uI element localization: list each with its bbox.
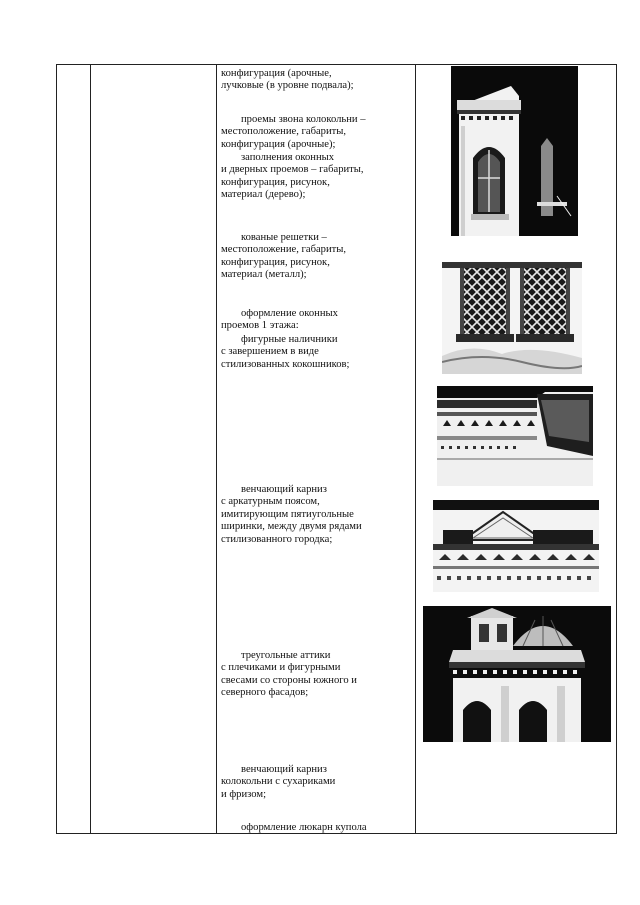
text-line: местоположение, габариты,	[221, 244, 347, 256]
text-line: с завершением в виде	[221, 346, 319, 358]
photo-cornice-arcature	[437, 386, 593, 486]
text-line: стилизованных кокошников;	[221, 358, 350, 370]
entry-wrought-grilles	[221, 232, 411, 282]
entry-bell-openings	[221, 114, 411, 151]
table-col-border-4	[415, 64, 416, 834]
text-line: материал (дерево);	[221, 189, 306, 201]
entry-first-floor-windows	[221, 308, 411, 333]
entry-arch-config	[221, 68, 411, 93]
text-line: венчающий карниз	[241, 484, 327, 495]
text-line: имитирующим пятиугольные	[221, 508, 354, 520]
text-line: проемов 1 этажа:	[221, 320, 299, 332]
text-line: фигурные наличники	[241, 334, 338, 345]
text-line: кованые решетки –	[241, 232, 327, 243]
text-line: колокольни с сухариками	[221, 776, 336, 788]
text-line: венчающий карниз	[241, 764, 327, 775]
text-line: конфигурация, рисунок,	[221, 256, 330, 268]
text-line: и дверных проемов – габариты,	[221, 164, 364, 176]
text-line: оформление оконных	[241, 308, 338, 319]
entry-figured-platbands	[221, 334, 411, 371]
entry-dome-lucarnes	[221, 822, 411, 834]
table-col-border-3	[216, 64, 217, 834]
photo-window-grilles	[442, 262, 582, 374]
text-line: материал (металл);	[221, 269, 307, 281]
table-col-border-5	[616, 64, 617, 834]
table-top-border	[56, 64, 616, 65]
text-line: свесами со стороны южного и	[221, 674, 357, 686]
text-line: конфигурация, рисунок,	[221, 176, 330, 188]
text-line: оформление люкарн купола	[241, 822, 367, 833]
table-col-border-1	[56, 64, 57, 834]
photo-belltower-dome	[423, 606, 611, 742]
entry-triangular-attics	[221, 650, 411, 700]
photo-triangular-attic	[433, 500, 599, 592]
text-line: ширинки, между двумя рядами	[221, 521, 362, 533]
text-line: конфигурация (арочные);	[221, 138, 336, 150]
text-line: треугольные аттики	[241, 650, 331, 661]
text-line: стилизованного городка;	[221, 533, 333, 545]
entry-window-fillings	[221, 152, 411, 202]
table-col-border-2	[90, 64, 91, 834]
text-line: конфигурация (арочные,	[221, 68, 332, 79]
text-line: с аркатурным поясом,	[221, 496, 320, 508]
text-line: лучковые (в уровне подвала);	[221, 80, 354, 92]
text-line: заполнения оконных	[241, 152, 335, 163]
entry-crowning-cornice	[221, 484, 411, 546]
entry-belltower-cornice	[221, 764, 411, 801]
text-line: проемы звона колокольни –	[241, 114, 366, 125]
text-line: местоположение, габариты,	[221, 126, 347, 138]
text-line: северного фасадов;	[221, 687, 309, 699]
text-line: и фризом;	[221, 788, 267, 800]
photo-bell-tower-window	[451, 66, 578, 236]
text-line: с плечиками и фигурными	[221, 662, 341, 674]
